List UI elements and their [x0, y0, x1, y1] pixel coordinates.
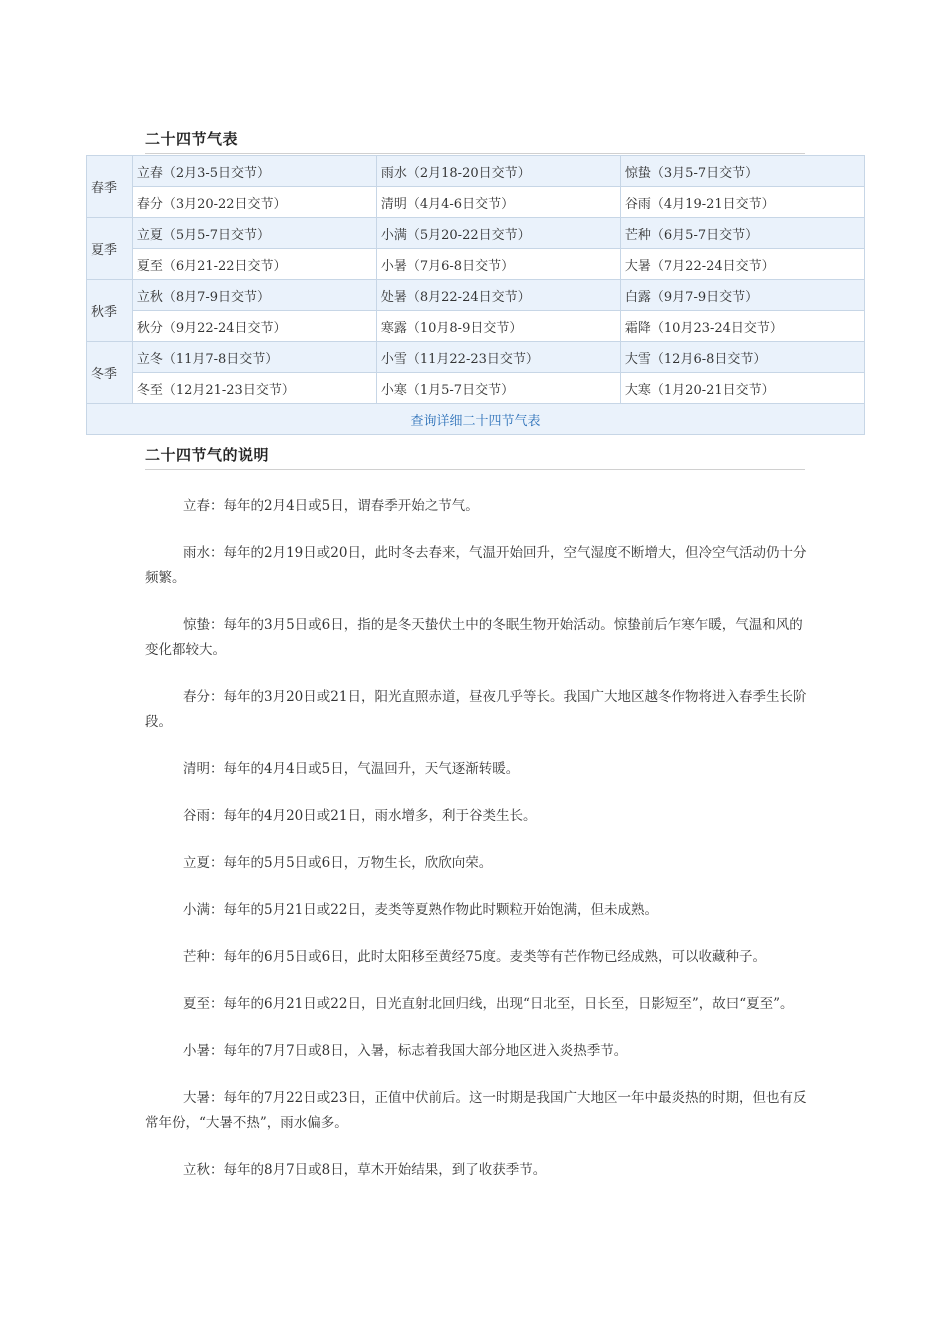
- description-paragraph: 夏至：每年的6月21日或22日，日光直射北回归线，出现“日北至，日长至，日影短至”，故曰“夏至”。: [183, 996, 794, 1012]
- description-paragraph: 立夏：每年的5月5日或6日，万物生长，欣欣向荣。: [183, 855, 493, 871]
- solar-term-cell: 芒种（6月5-7日交节）: [620, 218, 864, 249]
- description-paragraph: 雨水：每年的2月19日或20日，此时冬去春来，气温开始回升，空气湿度不断增大，但冷空气活动仍十分频繁。: [145, 545, 807, 586]
- solar-terms-table: [86, 155, 865, 435]
- solar-terms-table-body: [87, 156, 865, 435]
- description-paragraph: 惊蛰：每年的3月5日或6日，指的是冬天蛰伏土中的冬眠生物开始活动。惊蛰前后乍寒乍暖，气温和风的变化都较大。: [145, 617, 803, 658]
- solar-term-cell: 寒露（10月8-9日交节）: [376, 311, 620, 342]
- table-row: [87, 342, 865, 373]
- solar-term-cell: 惊蛰（3月5-7日交节）: [620, 156, 864, 187]
- season-label: 冬季: [87, 342, 133, 404]
- solar-term-cell: 大寒（1月20-21日交节）: [620, 373, 864, 404]
- solar-term-cell: 立春（2月3-5日交节）: [132, 156, 376, 187]
- solar-term-cell: 大暑（7月22-24日交节）: [620, 249, 864, 280]
- season-label: 秋季: [87, 280, 133, 342]
- query-link-cell: [87, 404, 865, 435]
- table-row: [87, 280, 865, 311]
- solar-term-cell: 白露（9月7-9日交节）: [620, 280, 864, 311]
- solar-term-cell: 处暑（8月22-24日交节）: [376, 280, 620, 311]
- solar-term-cell: 谷雨（4月19-21日交节）: [620, 187, 864, 218]
- solar-term-cell: 小雪（11月22-23日交节）: [376, 342, 620, 373]
- description-paragraph: 春分：每年的3月20日或21日，阳光直照赤道，昼夜几乎等长。我国广大地区越冬作物将进入春季生长阶段。: [145, 689, 807, 730]
- table-row: [87, 373, 865, 404]
- table-row: [87, 187, 865, 218]
- description-paragraph: 小暑：每年的7月7日或8日，入暑，标志着我国大部分地区进入炎热季节。: [183, 1043, 628, 1059]
- query-detail-link[interactable]: 查询详细二十四节气表: [410, 413, 541, 429]
- table-row: [87, 249, 865, 280]
- solar-term-cell: 夏至（6月21-22日交节）: [132, 249, 376, 280]
- description-paragraph: 清明：每年的4月4日或5日，气温回升，天气逐渐转暖。: [183, 761, 520, 777]
- solar-term-cell: 雨水（2月18-20日交节）: [376, 156, 620, 187]
- solar-term-cell: 清明（4月4-6日交节）: [376, 187, 620, 218]
- table-row: [87, 218, 865, 249]
- solar-term-cell: 霜降（10月23-24日交节）: [620, 311, 864, 342]
- description-paragraph: 立秋：每年的8月7日或8日，草木开始结果，到了收获季节。: [183, 1162, 547, 1178]
- solar-term-cell: 立夏（5月5-7日交节）: [132, 218, 376, 249]
- table-row: [87, 311, 865, 342]
- description-title: 二十四节气的说明: [145, 444, 805, 470]
- description-body: [145, 494, 810, 1205]
- solar-term-cell: 大雪（12月6-8日交节）: [620, 342, 864, 373]
- solar-term-cell: 小暑（7月6-8日交节）: [376, 249, 620, 280]
- solar-term-cell: 小满（5月20-22日交节）: [376, 218, 620, 249]
- solar-term-cell: 小寒（1月5-7日交节）: [376, 373, 620, 404]
- description-paragraph: 芒种：每年的6月5日或6日，此时太阳移至黄经75度。麦类等有芒作物已经成熟，可以收藏种子。: [183, 949, 766, 965]
- table-footer-row: [87, 404, 865, 435]
- description-paragraph: 大暑：每年的7月22日或23日，正值中伏前后。这一时期是我国广大地区一年中最炎热的时期，但也有反常年份，“大暑不热”，雨水偏多。: [145, 1090, 807, 1131]
- table-title: 二十四节气表: [145, 128, 805, 154]
- solar-term-cell: 秋分（9月22-24日交节）: [132, 311, 376, 342]
- solar-term-cell: 立秋（8月7-9日交节）: [132, 280, 376, 311]
- solar-term-cell: 冬至（12月21-23日交节）: [132, 373, 376, 404]
- solar-term-cell: 立冬（11月7-8日交节）: [132, 342, 376, 373]
- season-label: 夏季: [87, 218, 133, 280]
- table-row: [87, 156, 865, 187]
- description-paragraph: 谷雨：每年的4月20日或21日，雨水增多，利于谷类生长。: [183, 808, 537, 824]
- solar-term-cell: 春分（3月20-22日交节）: [132, 187, 376, 218]
- description-paragraph: 立春：每年的2月4日或5日，谓春季开始之节气。: [183, 498, 479, 514]
- description-paragraph: 小满：每年的5月21日或22日，麦类等夏熟作物此时颗粒开始饱满，但未成熟。: [183, 902, 658, 918]
- season-label: 春季: [87, 156, 133, 218]
